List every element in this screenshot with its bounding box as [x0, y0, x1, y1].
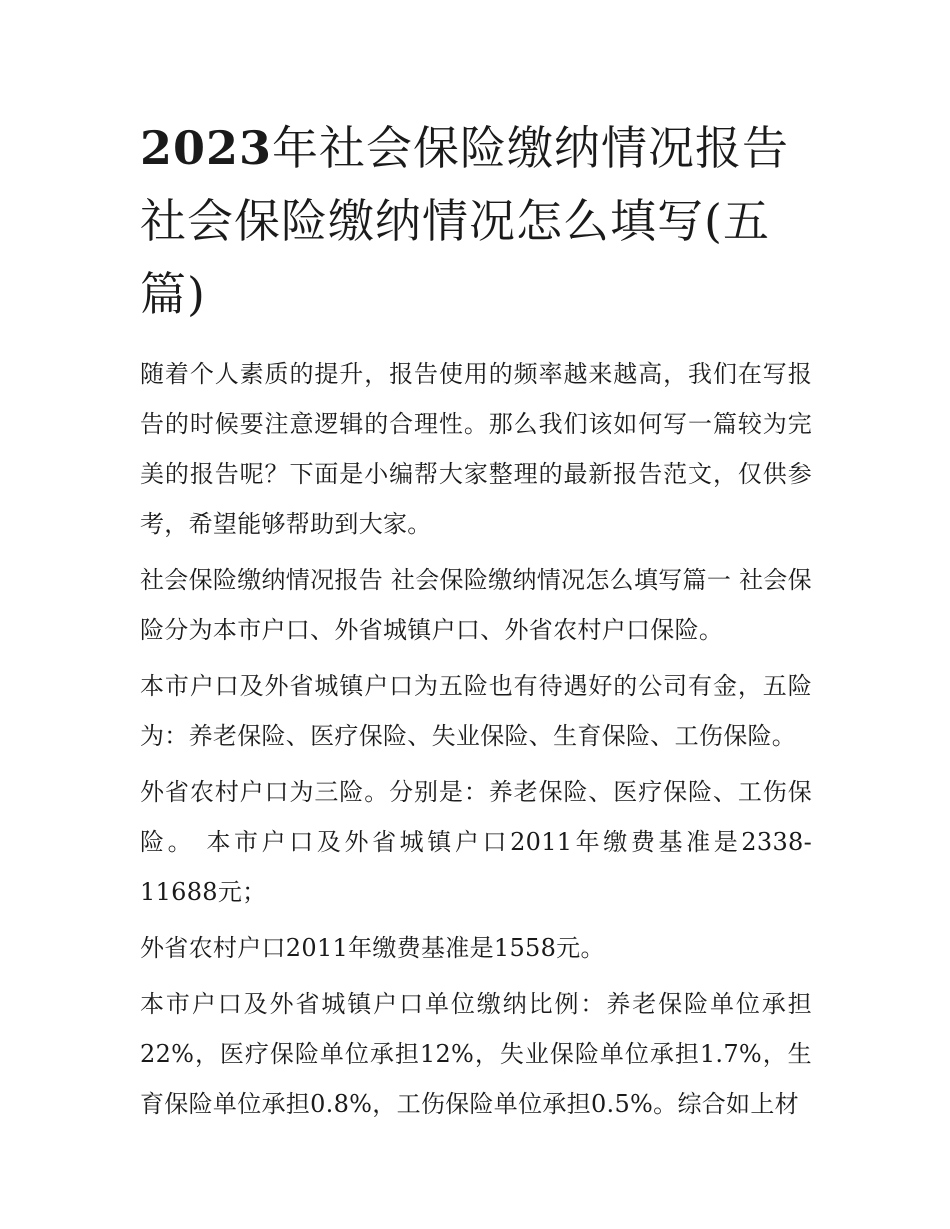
paragraph-employer-ratio: 本市户口及外省城镇户口单位缴纳比例：养老保险单位承担22%，医疗保险单位承担12%，失业保险单位承担1.7%，生育保险单位承担0.8%，工伤保险单位承担0.5%。综合如上材: [140, 990, 812, 1118]
title-text: 年社会保险缴纳情况报告 社会保险缴纳情况怎么填写(五篇): [140, 121, 790, 321]
paragraph-three-insurances: 外省农村户口为三险。分别是：养老保险、医疗保险、工伤保险。 本市户口及外省城镇户口2011年缴费基准是2338-11688元；: [140, 778, 812, 906]
paragraph-five-insurances: 本市户口及外省城镇户口为五险也有待遇好的公司有金，五险为：养老保险、医疗保险、失业保险、生育保险、工伤保险。: [140, 672, 812, 750]
page-title: [140, 112, 812, 331]
paragraph-insurance-types: 社会保险缴纳情况报告 社会保险缴纳情况怎么填写篇一 社会保险分为本市户口、外省城镇户口、外省农村户口保险。: [140, 566, 812, 644]
title-year: 2023: [140, 121, 273, 175]
paragraph-intro: 随着个人素质的提升，报告使用的频率越来越高，我们在写报告的时候要注意逻辑的合理性。那么我们该如何写一篇较为完美的报告呢？下面是小编帮大家整理的最新报告范文，仅供参考，希望能够帮助到大家。: [140, 360, 812, 538]
paragraph-rural-base: 外省农村户口2011年缴费基准是1558元。: [140, 934, 605, 962]
